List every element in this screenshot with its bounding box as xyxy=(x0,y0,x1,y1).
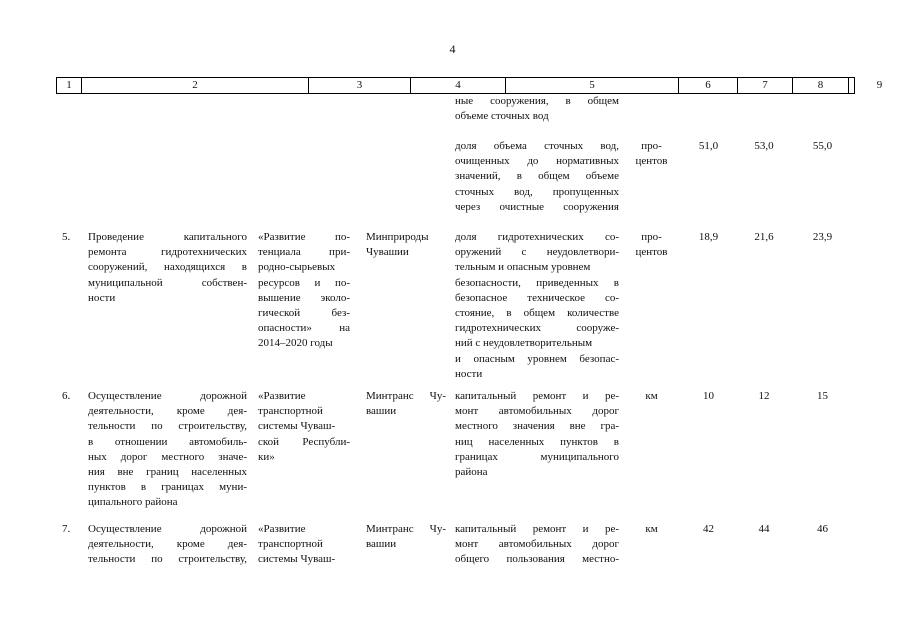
row-unit: км xyxy=(645,523,658,535)
row-value-8: 44 xyxy=(758,523,770,535)
cont-unit: про- центов xyxy=(635,140,668,168)
cont-indicator-text: ные сооружения, в общем объеме сточных вод xyxy=(455,95,619,123)
row-indicator: капитальный ремонт и ре- монт автомобильных дорог общего пользования местно- xyxy=(455,523,619,566)
row-unit: км xyxy=(645,390,658,402)
page-number: 4 xyxy=(449,42,456,56)
header-col-9: 9 xyxy=(876,79,883,91)
header-col-1: 1 xyxy=(57,78,82,93)
cont-value-9: 55,0 xyxy=(812,140,833,152)
row-program: «Развитие по- тенциала при- родно-сырьевых ресурсов и по- вышение эколо- гической без- опасности» на 2014–2020 годы xyxy=(258,231,350,350)
row-value-9: 23,9 xyxy=(812,231,833,243)
row-agency: Минтранс Чу- вашии xyxy=(366,390,446,418)
row-unit: про- центов xyxy=(635,231,668,259)
table-header-row xyxy=(56,77,883,94)
row-measure: Проведение капитального ремонта гидротехнических сооружений, находящихся в муниципальной собствен- ности xyxy=(88,231,247,304)
row-number: 7. xyxy=(62,523,71,535)
row-program: «Развитие транспортной системы Чуваш- xyxy=(258,523,336,566)
cont-indicator-2: доля объема сточных вод, очищенных до нормативных значений, в общем объеме сточных вод, пропущенных через очистные сооружения xyxy=(455,140,619,213)
row-program: «Развитие транспортной системы Чуваш- ской Республи- ки» xyxy=(258,390,350,463)
row-number: 5. xyxy=(62,231,71,243)
row-value-8: 12 xyxy=(758,390,770,402)
row-indicator: капитальный ремонт и ре- монт автомобильных дорог местного значения вне гра- ниц населенных пунктов в границах муниципального района xyxy=(455,390,619,479)
row-value-9: 46 xyxy=(817,523,828,535)
row-agency: Минприроды Чувашии xyxy=(366,231,429,259)
row-indicator: доля гидротехнических со- оружений с неудовлетвори- тельным и опасным уровнем безопасности, приведенных в безопасное техническое со- стояние, в общем количестве гидротехнических сооруже- ний с неудовлетворительным и опасным уровнем безопас- ности xyxy=(455,231,619,380)
header-col-7: 7 xyxy=(738,78,793,93)
header-col-8: 8 xyxy=(793,78,849,93)
cont-value-7: 51,0 xyxy=(698,140,719,152)
row-measure: Осуществление дорожной деятельности, кроме дея- тельности по строительству, xyxy=(88,523,247,566)
cont-value-8: 53,0 xyxy=(754,140,774,152)
row-value-8: 21,6 xyxy=(754,231,774,243)
header-col-2: 2 xyxy=(82,78,309,93)
row-value-7: 42 xyxy=(703,523,714,535)
header-col-4: 4 xyxy=(411,78,506,93)
row-value-7: 18,9 xyxy=(698,231,719,243)
row-number: 6. xyxy=(62,390,71,402)
row-value-7: 10 xyxy=(703,390,714,402)
header-col-6: 6 xyxy=(679,78,738,93)
row-agency: Минтранс Чу- вашии xyxy=(366,523,446,551)
row-value-9: 15 xyxy=(817,390,828,402)
row-measure: Осуществление дорожной деятельности, кроме дея- тельности по строительству, в отношении автомобиль- ных дорог местного значе- ния вне границ населенных пунктов в границах муни- ципального района xyxy=(88,390,247,509)
header-col-3: 3 xyxy=(309,78,411,93)
header-col-5: 5 xyxy=(506,78,679,93)
